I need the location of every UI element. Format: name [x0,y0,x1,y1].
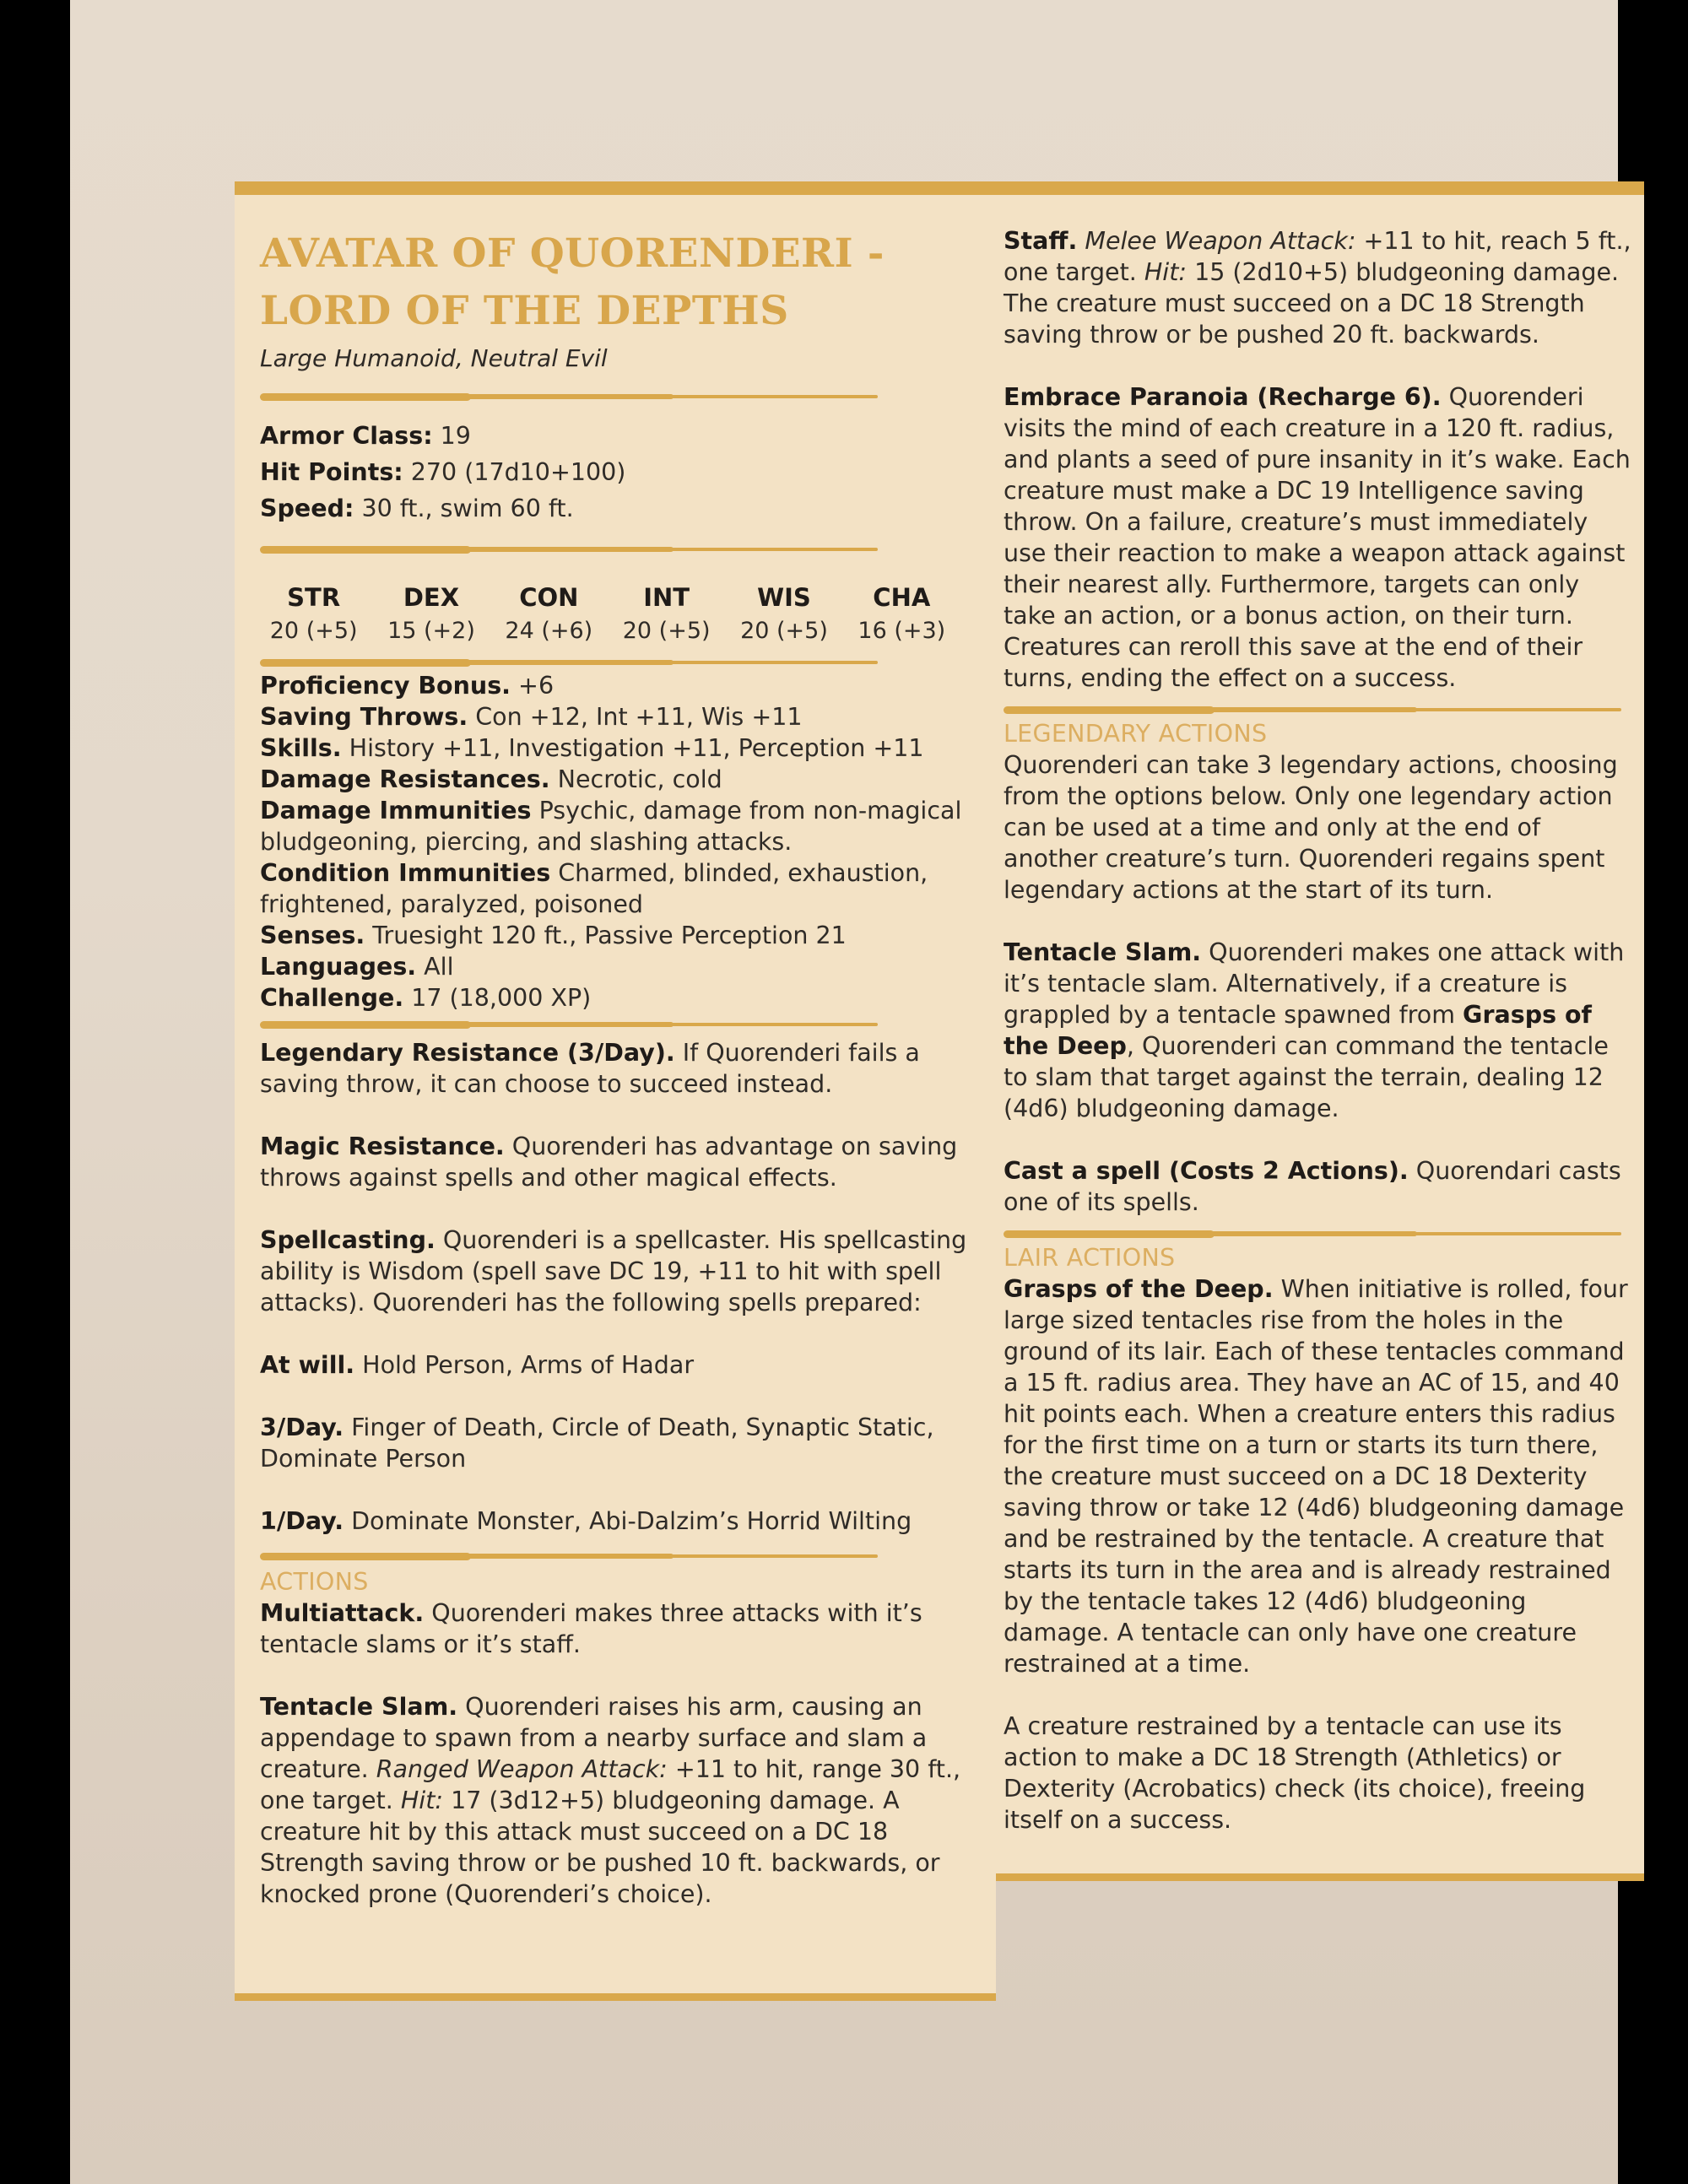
divider [260,658,878,667]
saving-throws: Saving Throws. Con +12, Int +11, Wis +11 [260,703,803,731]
trait-magic-resistance: Magic Resistance. Quorenderi has advantage on saving throws against spells and other magical effects. [260,1133,958,1192]
languages: Languages. All [260,953,454,981]
legendary-actions-heading: LEGENDARY ACTIONS [1004,720,1268,748]
actions-continued [1004,225,1636,694]
hit-points: Hit Points: 270 (17d10+100) [260,458,626,486]
legendary-intro: Quorenderi can take 3 legendary actions, choosing from the options below. Only one legendary action can be used at a time and only at the end of another creature’s turn. Quorenderi regains spent legendary actions at the start of its turn. [1004,751,1618,904]
spells-3-per-day: 3/Day. Finger of Death, Circle of Death, Synaptic Static, Dominate Person [260,1414,934,1473]
lair-grasps-of-the-deep: Grasps of the Deep. When initiative is rolled, four large sized tentacles rise from the holes in the ground of its lair. Each of these tentacles command a 15 ft. radius area. They have an AC of 15, and 40 hit points each. When a creature enters this radius for the first time on a turn or starts its turn there, the creature must succeed on a DC 18 Dexterity saving throw or take 12 (4d6) bludgeoning damage and be restrained by the tentacle. A creature that starts its turn in the area and is already restrained by the tentacle takes 12 (4d6) bludgeoning damage. A tentacle can only have one creature restrained at a time. [1004,1275,1628,1678]
divider [260,1020,878,1029]
divider [260,1552,878,1560]
divider [1004,1230,1621,1238]
title-line-2: LORD OF THE DEPTHS [260,288,789,334]
actions [260,1597,974,1910]
action-multiattack: Multiattack. Quorenderi makes three attacks with it’s tentacle slams or it’s staff. [260,1599,922,1658]
trait-legendary-resistance: Legendary Resistance (3/Day). If Quorenderi fails a saving throw, it can choose to succeed instead. [260,1039,920,1098]
ability-dex: DEX 15 (+2) [387,583,475,644]
actions-heading: ACTIONS [260,1568,369,1596]
senses: Senses. Truesight 120 ft., Passive Perception 21 [260,922,847,949]
traits [260,1037,974,1537]
spells-at-will: At will. Hold Person, Arms of Hadar [260,1351,695,1379]
divider [260,545,878,554]
properties [260,670,974,1014]
page-background [70,0,1631,2184]
damage-immunities: Damage Immunities Psychic, damage from non-magical bludgeoning, piercing, and slashing attacks. [260,797,962,856]
basic-stats [260,418,974,527]
title-line-1: AVATAR OF QUORENDERI - [260,230,885,277]
proficiency-bonus: Proficiency Bonus. +6 [260,672,555,700]
speed: Speed: 30 ft., swim 60 ft. [260,495,574,522]
damage-resistances: Damage Resistances. Necrotic, cold [260,765,722,793]
trait-spellcasting: Spellcasting. Quorenderi is a spellcaster. His spellcasting ability is Wisdom (spell save DC 19, +11 to hit with spell attacks). Quorenderi has the following spells prepared: [260,1226,967,1316]
ability-con: CON 24 (+6) [505,583,593,644]
ability-int: INT 20 (+5) [622,583,711,644]
legendary-tentacle-slam: Tentacle Slam. Quorenderi makes one attack with it’s tentacle slam. Alternatively, if a creature is grappled by a tentacle spawned from Grasps of the Deep, Quorenderi can command the tentacle to slam that target against the terrain, dealing 12 (4d6) bludgeoning damage. [1004,938,1625,1122]
action-staff: Staff. Melee Weapon Attack: +11 to hit, reach 5 ft., one target. Hit: 15 (2d10+5) bludgeoning damage. The creature must succeed on a DC 18 Strength saving throw or be pushed 20 ft. backwards. [1004,227,1631,349]
divider [1004,705,1621,714]
challenge: Challenge. 17 (18,000 XP) [260,984,592,1012]
monster-type: Large Humanoid, Neutral Evil [260,344,608,372]
action-tentacle-slam: Tentacle Slam. Quorenderi raises his arm, causing an appendage to spawn from a nearby surface and slam a creature. Ranged Weapon Attack: +11 to hit, range 30 ft., one target. Hit: 17 (3d12+5) bludgeoning damage. A creature hit by this attack must succeed on a DC 18 Strength saving throw or be pushed 10 ft. backwards, or knocked prone (Quorenderi’s choice). [260,1693,961,1908]
lair-escape-rule: A creature restrained by a tentacle can use its action to make a DC 18 Strength (Athletics) or Dexterity (Acrobatics) check (its choice), freeing itself on a success. [1004,1712,1586,1834]
divider [260,392,878,401]
lair-actions-heading: LAIR ACTIONS [1004,1244,1176,1272]
action-embrace-paranoia: Embrace Paranoia (Recharge 6). Quorenderi visits the mind of each creature in a 120 ft. radius, and plants a seed of pure insanity in it’s wake. Each creature must make a DC 19 Intelligence saving throw. On a failure, creature’s must immediately use their reaction to make a weapon attack against their nearest ally. Furthermore, targets can only take an action, or a bonus action, on their turn. Creatures can reroll this save at the end of their turns, ending the effect on a success. [1004,383,1631,692]
ability-cha: CHA 16 (+3) [858,583,946,644]
condition-immunities: Condition Immunities Charmed, blinded, exhaustion, frightened, paralyzed, poisoned [260,859,928,918]
skills: Skills. History +11, Investigation +11, Perception +11 [260,734,924,762]
lair-actions [1004,1273,1636,1835]
monster-title [260,225,974,340]
legendary-cast-spell: Cast a spell (Costs 2 Actions). Quorendari casts one of its spells. [1004,1157,1621,1216]
ability-scores [255,581,960,648]
ability-str: STR 20 (+5) [269,583,358,644]
spells-1-per-day: 1/Day. Dominate Monster, Abi-Dalzim’s Horrid Wilting [260,1507,912,1535]
legendary-actions [1004,749,1636,1218]
stat-block-right-column [996,181,1644,1881]
armor-class: Armor Class: 19 [260,422,471,450]
stat-block-left-column [235,181,996,2001]
ability-wis: WIS 20 (+5) [740,583,828,644]
